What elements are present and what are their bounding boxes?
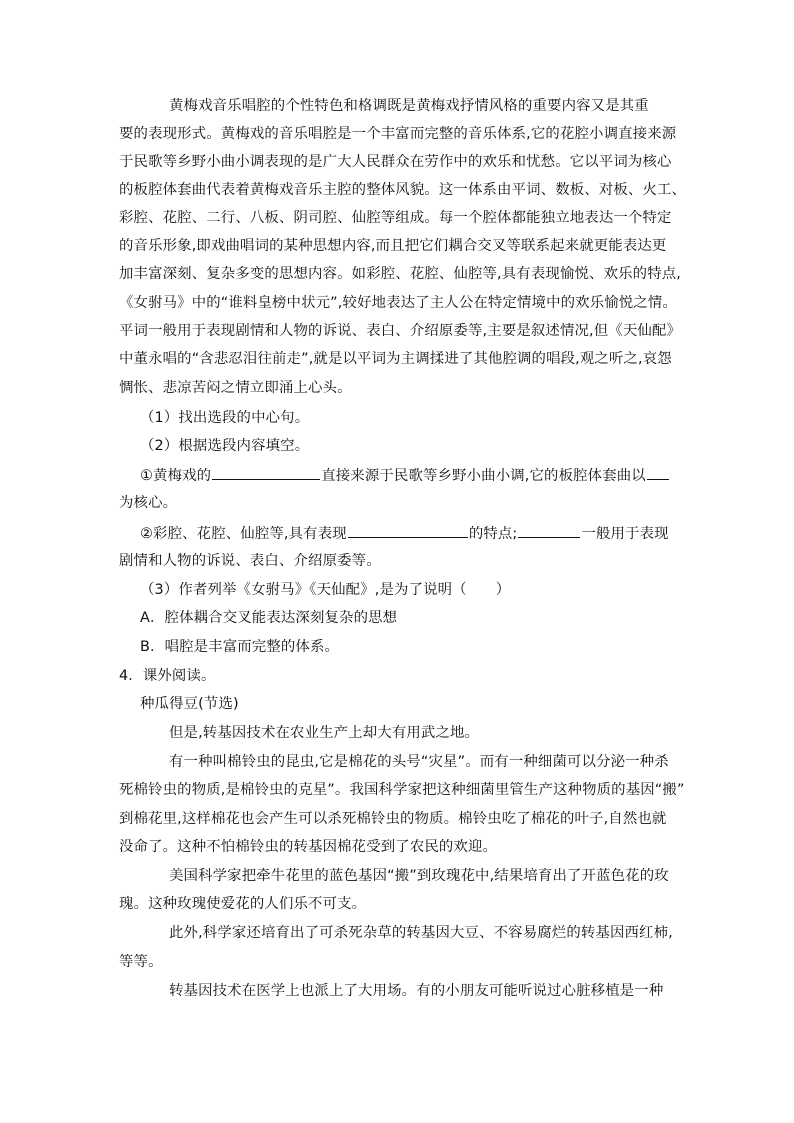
passage2-line: 死棉铃虫的物质,是棉铃虫的克星”。我国科学家把这种细菌里管生产这种物质的基因“搬” [119, 782, 685, 798]
passage1-line: 惆怅、悲凉苦闷之情立即涌上心头。 [119, 380, 352, 396]
passage2-line: 转基因技术在医学上也派上了大用场。有的小朋友可能听说过心脏移植是一种 [169, 983, 664, 999]
answer-blank[interactable] [647, 465, 669, 480]
passage1-line: 加丰富深刻、复杂多变的思想内容。如彩腔、花腔、仙腔等,具有表现愉悦、欢乐的特点, [119, 266, 681, 282]
option-a: A．腔体耦合交叉能表达深刻复杂的思想 [140, 610, 398, 626]
passage2-line: 但是,转基因技术在农业生产上却大有用武之地。 [169, 725, 480, 741]
passage1-line: 《女驸马》中的“谁料皇榜中状元”,较好地表达了主人公在特定情境中的欢乐愉悦之情。 [119, 295, 677, 311]
passage2-line: 到棉花里,这样棉花也会产生可以杀死棉铃虫的物质。棉铃虫吃了棉花的叶子,自然也就 [119, 811, 667, 827]
answer-blank[interactable] [212, 465, 320, 480]
fill1-text-a: ①黄梅戏的 [140, 468, 212, 484]
passage1-line: 于民歌等乡野小曲小调表现的是广大人民群众在劳作中的欢乐和忧愁。它以平词为核心 [119, 154, 672, 170]
option-b: B．唱腔是丰富而完整的体系。 [140, 639, 340, 655]
passage2-line: 有一种叫棉铃虫的昆虫,它是棉花的头号“灾星”。而有一种细菌可以分泌一种杀 [169, 754, 669, 770]
passage1-line: 中董永唱的“含悲忍泪往前走”,就是以平词为主调揉进了其他腔调的唱段,观之听之,哀怨 [119, 351, 672, 367]
fill2-continuation: 剧情和人物的诉说、表白、介绍原委等。 [119, 553, 381, 569]
question-2: （2）根据选段内容填空。 [140, 438, 310, 454]
passage1-line: 的板腔体套曲代表着黄梅戏音乐主腔的整体风貌。这一体系由平词、数板、对板、火工、 [119, 182, 687, 198]
answer-blank[interactable] [518, 523, 580, 538]
fill2-text-a: ②彩腔、花腔、仙腔等,具有表现 [140, 526, 347, 542]
passage2-line: 没命了。这种不怕棉铃虫的转基因棉花受到了农民的欢迎。 [119, 839, 498, 855]
passage2-line: 瑰。这种玫瑰使爱花的人们乐不可支。 [119, 896, 367, 912]
fill-blank-1 [140, 465, 670, 486]
question-4: 4．课外阅读。 [119, 668, 216, 684]
passage2-title: 种瓜得豆(节选) [140, 696, 239, 712]
passage1-line: 的音乐形象,即戏曲唱词的某种思想内容,而且把它们耦合交叉等联系起来就更能表达更 [119, 238, 667, 254]
fill1-continuation: 为核心。 [119, 495, 178, 511]
passage1-line: 要的表现形式。黄梅戏的音乐唱腔是一个丰富而完整的音乐体系,它的花腔小调直接来源 [119, 126, 677, 142]
question-3: （3）作者列举《女驸马》《天仙配》,是为了说明（ ） [140, 582, 511, 598]
passage1-line: 平词一般用于表现剧情和人物的诉说、表白、介绍原委等,主要是叙述情况,但《天仙配》 [119, 323, 681, 339]
passage1-line: 黄梅戏音乐唱腔的个性特色和格调既是黄梅戏抒情风格的重要内容又是其重 [169, 98, 649, 114]
fill-blank-2 [140, 523, 669, 544]
passage2-line: 美国科学家把牵牛花里的蓝色基因“搬”到玫瑰花中,结果培育出了开蓝色花的玫 [169, 868, 669, 884]
passage1-line: 彩腔、花腔、二行、八板、阴司腔、仙腔等组成。每一个腔体都能独立地表达一个特定 [119, 210, 672, 226]
fill1-text-b: 直接来源于民歌等乡野小曲小调,它的板腔体套曲以 [321, 468, 646, 484]
answer-blank[interactable] [348, 523, 468, 538]
fill2-text-c: 一般用于表现 [581, 526, 669, 542]
fill2-text-b: 的特点; [468, 526, 518, 542]
passage2-line: 此外,科学家还培育出了可杀死杂草的转基因大豆、不容易腐烂的转基因西红柿, [169, 925, 673, 941]
question-1: （1）找出选段的中心句。 [140, 410, 310, 426]
passage2-line: 等等。 [119, 954, 163, 970]
